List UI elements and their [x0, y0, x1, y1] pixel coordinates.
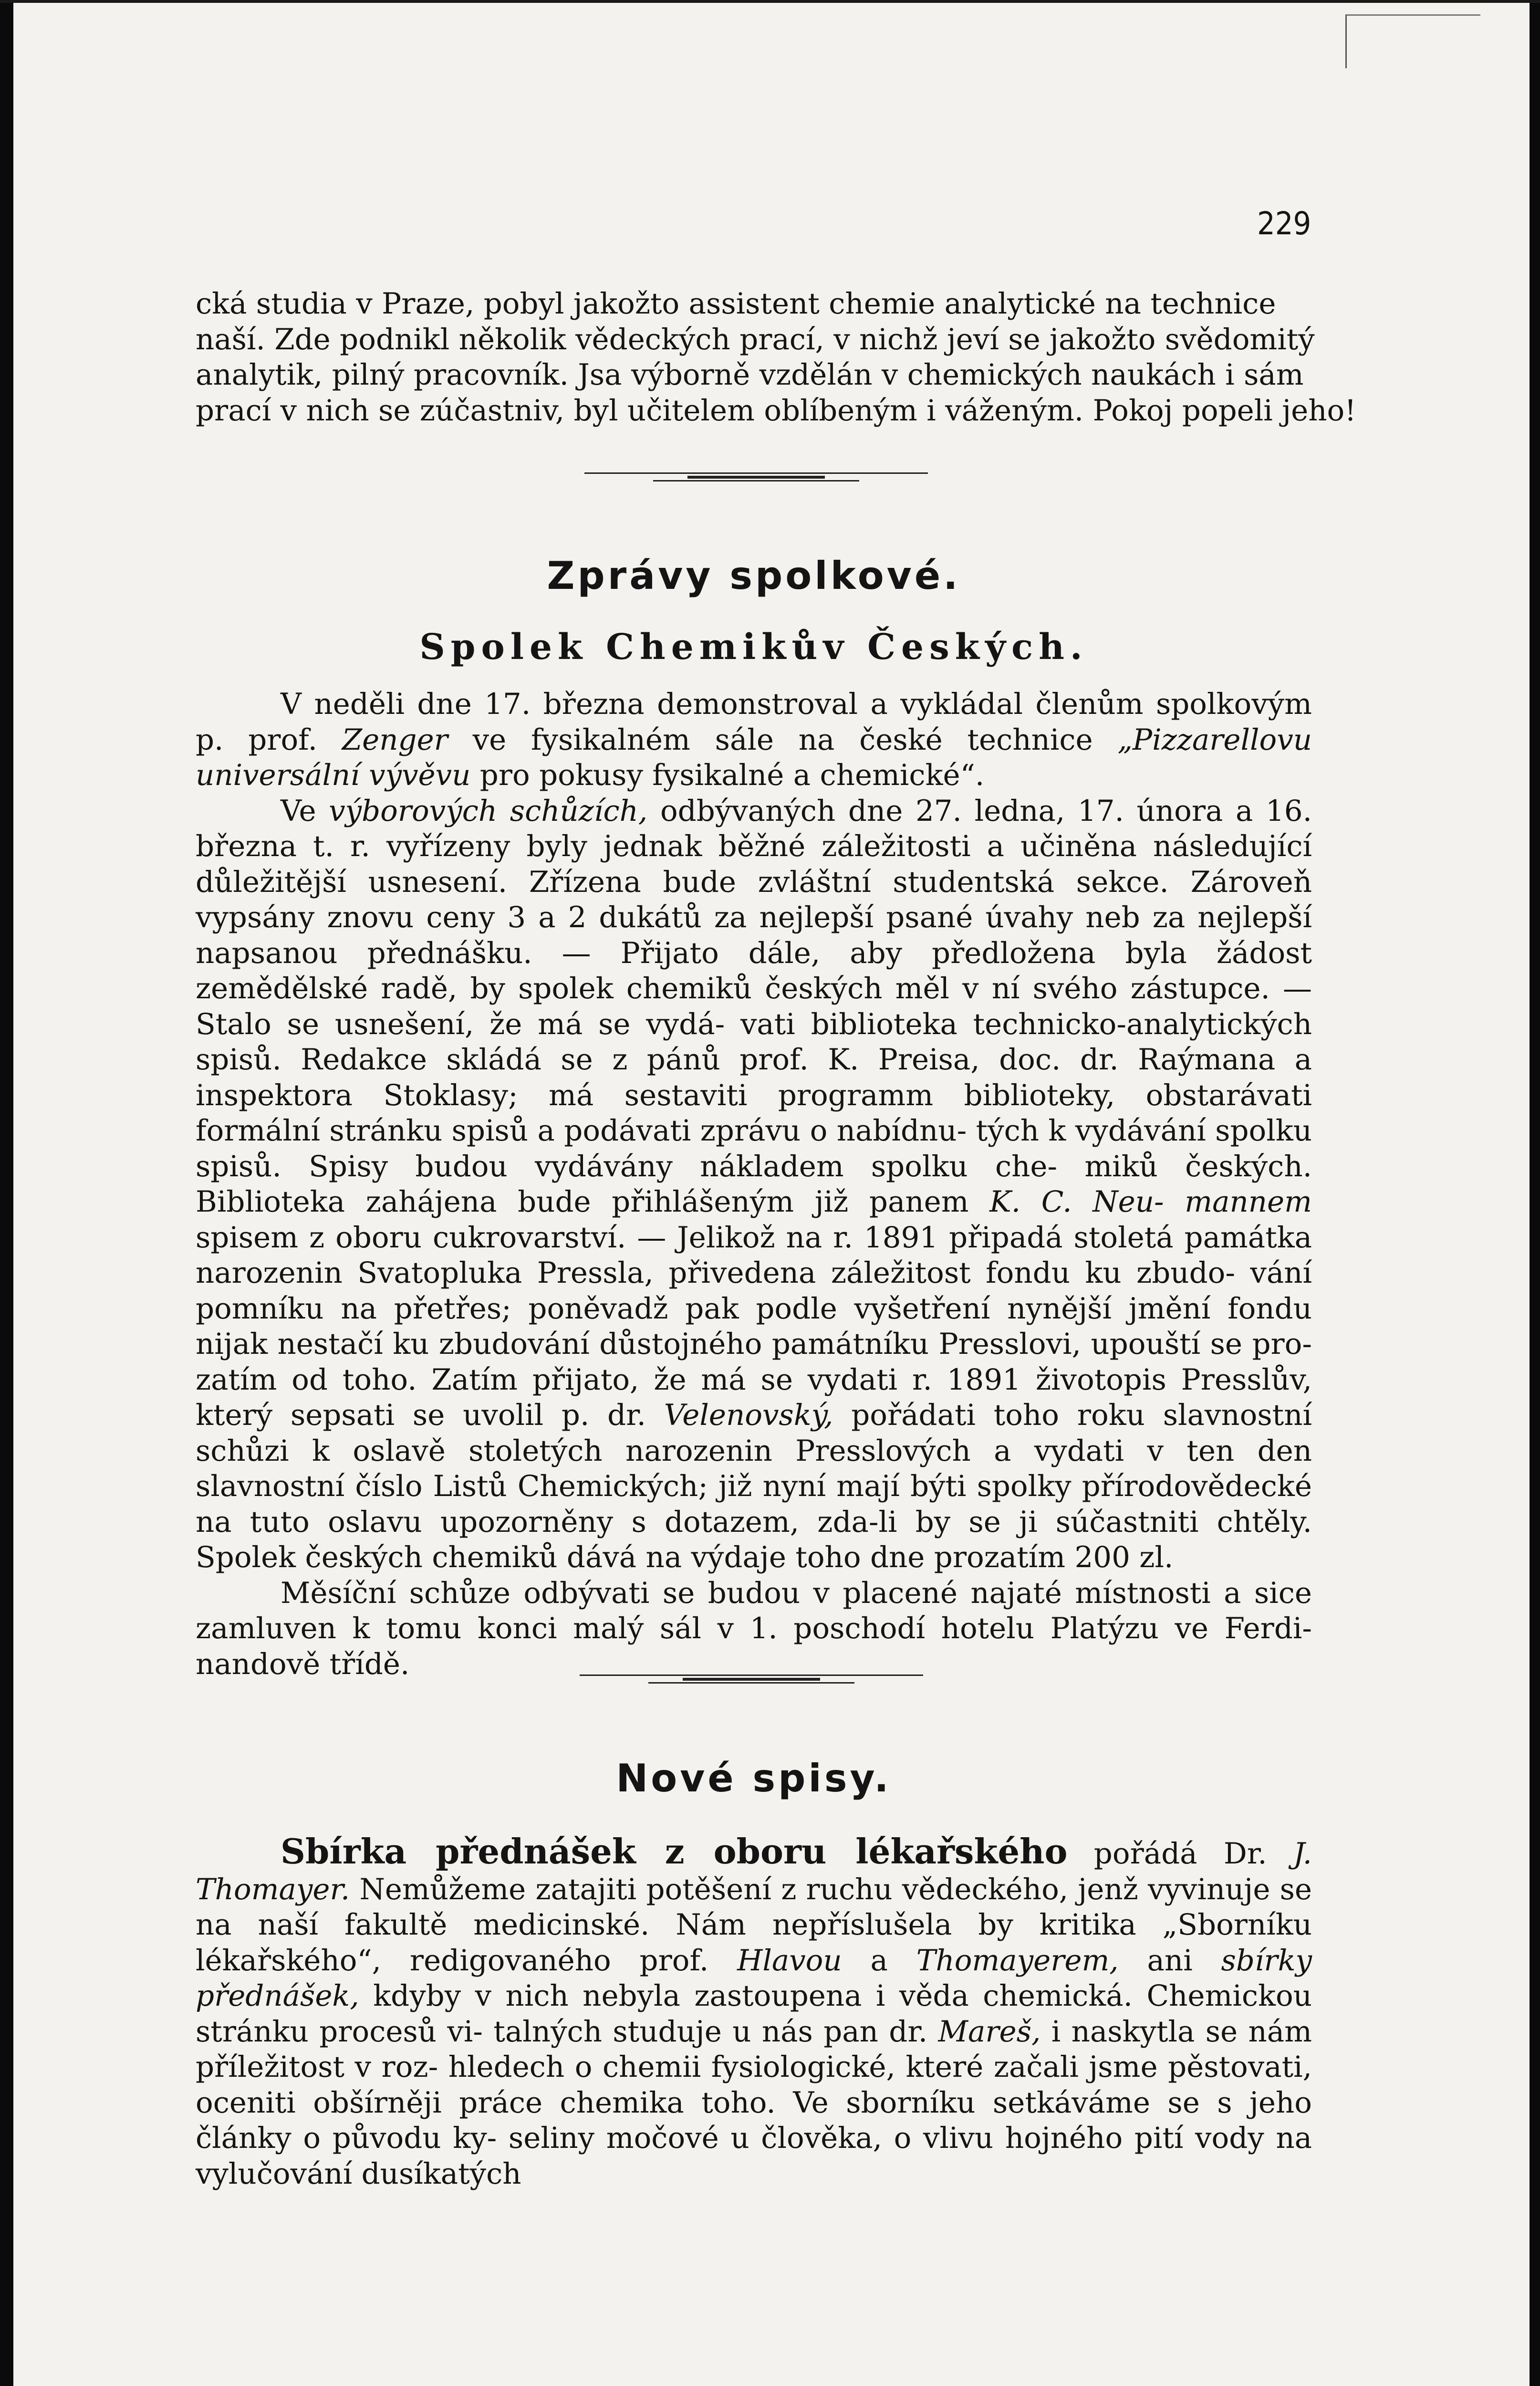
section-subtitle: Spolek Chemikův Českých.: [419, 627, 1088, 668]
section-separator: [580, 1673, 923, 1685]
paragraph-demonstration: V neděli dne 17. března demonstroval a vykládal členům spolkovým p. prof. Zenger ve fysikalném sále na české technice „Pizzarellovu universální vývěvu pro pokusy fysikalné a chemické“.: [196, 687, 1312, 792]
book-author: J. Thomayer.: [196, 1837, 1312, 1906]
section-title: Nové spisy.: [616, 1756, 892, 1800]
scan-border-top: [0, 0, 1540, 3]
section-nove-spisy: [196, 1756, 1312, 2192]
scan-border-right: [1530, 0, 1540, 2386]
book-title: Sbírka přednášek z oboru lékařského: [281, 1831, 1068, 1872]
scan-corner-mark: [1345, 14, 1480, 68]
text-line: cká studia v Praze, pobyl jakožto assistent chemie analytické na technice: [196, 287, 1276, 321]
page-number: 229: [1257, 205, 1311, 242]
text-line: prací v nich se zúčastniv, byl učitelem oblíbeným i váženým. Pokoj popeli jeho!: [196, 393, 1356, 428]
paragraph-sbirka-prednasek: Sbírka přednášek z oboru lékařského pořádá Dr. J. Thomayer. Nemůžeme zatajiti potěšení z ruchu vědeckého, jenž vyvinuje se na naší fakultě medicinské. Nám nepříslušela by kritika „Sborníku lékařského“, redigovaného prof. Hlavou a Thomayerem, ani sbírky přednášek, kdyby v nich nebyla zastoupena i věda chemická. Chemickou stránku procesů vi- talných studuje u nás pan dr. Mareš, i naskytla se nám příležitost v roz- hledech o chemii fysiologické, které začali jsme pěstovati, oceniti obšírněji práce chemika toho. Ve sborníku setkáváme se s jeho články o původu ky- seliny močové u člověka, o vlivu hojného pití vody na vylučování dusíkatých: [196, 1831, 1312, 2191]
section-separator: [584, 471, 928, 483]
text-line: analytik, pilný pracovník. Jsa výborně vzdělán v chemických naukách i sám: [196, 358, 1304, 392]
section-title: Zprávy spolkové.: [547, 554, 961, 598]
scan-border-left: [0, 0, 13, 2386]
intro-paragraph: [196, 286, 1356, 429]
section-zpravy-spolkove: [196, 554, 1312, 1682]
paragraph-monthly-meetings: Měsíční schůze odbývati se budou v placené najaté místnosti a sice zamluven k tomu konci malý sál v 1. poschodí hotelu Platýzu ve Ferdi- nandově třídě.: [196, 1576, 1312, 1681]
text-line: naší. Zde podnikl několik vědeckých prací, v nichž jeví se jakožto svědomitý: [196, 322, 1315, 356]
paragraph-committee-meetings: Ve výborových schůzích, odbývaných dne 27. ledna, 17. února a 16. března t. r. vyřízeny byly jednak běžné záležitosti a učiněna následující důležitější usnesení. Zřízena bude zvláštní studentská sekce. Zároveň vypsány znovu ceny 3 a 2 dukátů za nejlepší psané úvahy neb za nejlepší napsanou přednášku. — Přijato dále, aby předložena byla žádost zemědělské radě, by spolek chemiků českých měl v ní svého zástupce. — Stalo se usnešení, že má se vydá- vati biblioteka technicko-analytických spisů. Redakce skládá se z pánů prof. K. Preisa, doc. dr. Raýmana a inspektora Stoklasy; má sestaviti programm biblioteky, obstarávati formální stránku spisů a podávati zprávu o nabídnu- tých k vydávání spolku spisů. Spisy budou vydávány nákladem spolku che- miků českých. Biblioteka zahájena bude přihlášeným již panem K. C. Neu- mannem spisem z oboru cukrovarství. — Jelikož na r. 1891 připadá stoletá památka narozenin Svatopluka Pressla, přivedena záležitost fondu ku zbudo- vání pomníku na přetřes; poněvadž pak podle vyšetření nynější jmění fondu nijak nestačí ku zbudování důstojného památníku Presslovi, upouští se pro- zatím od toho. Zatím přijato, že má se vydati r. 1891 životopis Presslův, který sepsati se uvolil p. dr. Velenovský, pořádati toho roku slavnostní schůzi k oslavě stoletých narozenin Presslových a vydati v ten den slavnostní číslo Listů Chemických; již nyní mají býti spolky přírodovědecké na tuto oslavu upozorněny s dotazem, zda-li by se ji súčastniti chtěly. Spolek českých chemiků dává na výdaje toho dne prozatím 200 zl.: [196, 794, 1312, 1574]
